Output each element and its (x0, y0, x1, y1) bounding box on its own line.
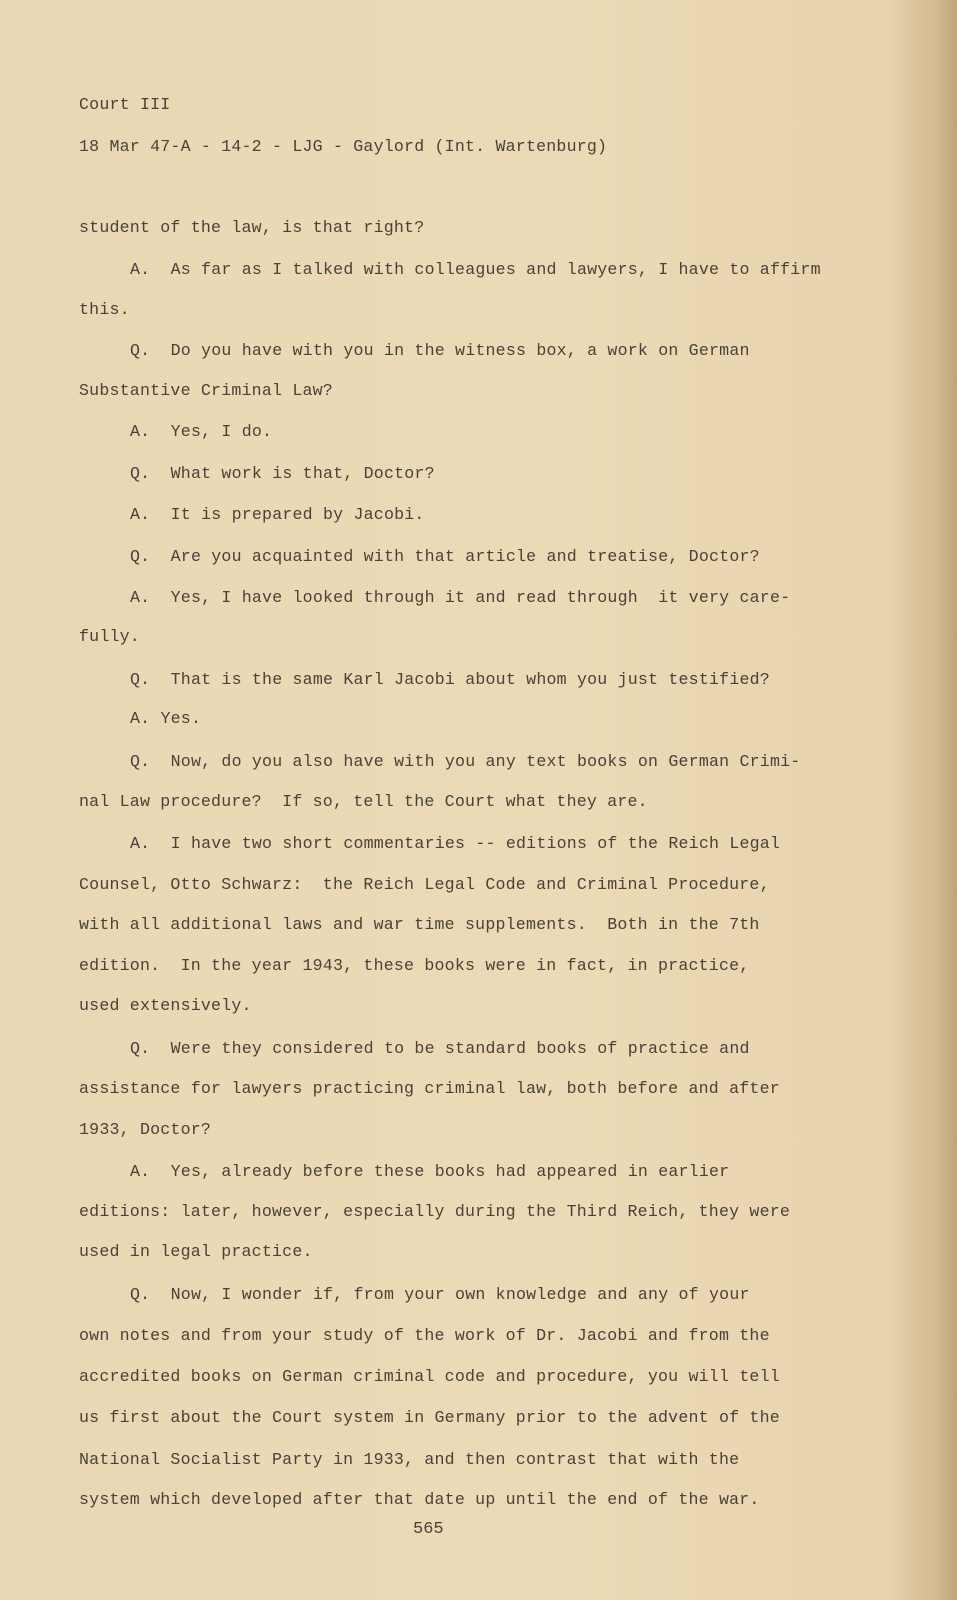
transcript-line: us first about the Court system in Germany prior to the advent of the (79, 1408, 780, 1427)
transcript-line: A. As far as I talked with colleagues and lawyers, I have to affirm (130, 260, 821, 279)
transcript-line: fully. (79, 627, 140, 646)
transcript-line: nal Law procedure? If so, tell the Court what they are. (79, 792, 648, 811)
transcript-line: National Socialist Party in 1933, and then contrast that with the (79, 1450, 740, 1469)
transcript-line: A. I have two short commentaries -- editions of the Reich Legal (130, 834, 781, 853)
transcript-line: A. Yes. (130, 709, 202, 728)
transcript-line: 1933, Doctor? (79, 1120, 212, 1139)
court-label: Court III (79, 95, 171, 114)
page-edge-shadow (935, 0, 957, 1600)
transcript-line: Q. Are you acquainted with that article and treatise, Doctor? (130, 547, 760, 566)
transcript-line: Counsel, Otto Schwarz: the Reich Legal Code and Criminal Procedure, (79, 875, 770, 894)
transcript-line: Q. What work is that, Doctor? (130, 464, 435, 483)
transcript-line: Q. Were they considered to be standard books of practice and (130, 1039, 750, 1058)
transcript-line: Q. Now, do you also have with you any text books on German Crimi- (130, 752, 801, 771)
transcript-line: accredited books on German criminal code and procedure, you will tell (79, 1367, 780, 1386)
transcript-line: student of the law, is that right? (79, 218, 425, 237)
transcript-line: used extensively. (79, 996, 252, 1015)
transcript-line: with all additional laws and war time supplements. Both in the 7th (79, 915, 760, 934)
transcript-line: Q. That is the same Karl Jacobi about whom you just testified? (130, 670, 770, 689)
transcript-line: used in legal practice. (79, 1242, 313, 1261)
transcript-line: A. Yes, I have looked through it and read through it very care- (130, 588, 791, 607)
transcript-line: A. Yes, I do. (130, 422, 273, 441)
transcript-line: this. (79, 300, 130, 319)
transcript-line: Substantive Criminal Law? (79, 381, 333, 400)
transcript-line: Q. Do you have with you in the witness box, a work on German (130, 341, 750, 360)
transcript-line: own notes and from your study of the work of Dr. Jacobi and from the (79, 1326, 770, 1345)
transcript-line: system which developed after that date up until the end of the war. (79, 1490, 760, 1509)
page-number: 565 (413, 1520, 444, 1539)
transcript-line: editions: later, however, especially during the Third Reich, they were (79, 1202, 791, 1221)
transcript-line: A. It is prepared by Jacobi. (130, 505, 425, 524)
transcript-reference: 18 Mar 47-A - 14-2 - LJG - Gaylord (Int. Wartenburg) (79, 137, 608, 156)
transcript-line: A. Yes, already before these books had appeared in earlier (130, 1162, 730, 1181)
transcript-line: Q. Now, I wonder if, from your own knowledge and any of your (130, 1285, 750, 1304)
transcript-line: edition. In the year 1943, these books were in fact, in practice, (79, 956, 750, 975)
transcript-line: assistance for lawyers practicing criminal law, both before and after (79, 1079, 780, 1098)
